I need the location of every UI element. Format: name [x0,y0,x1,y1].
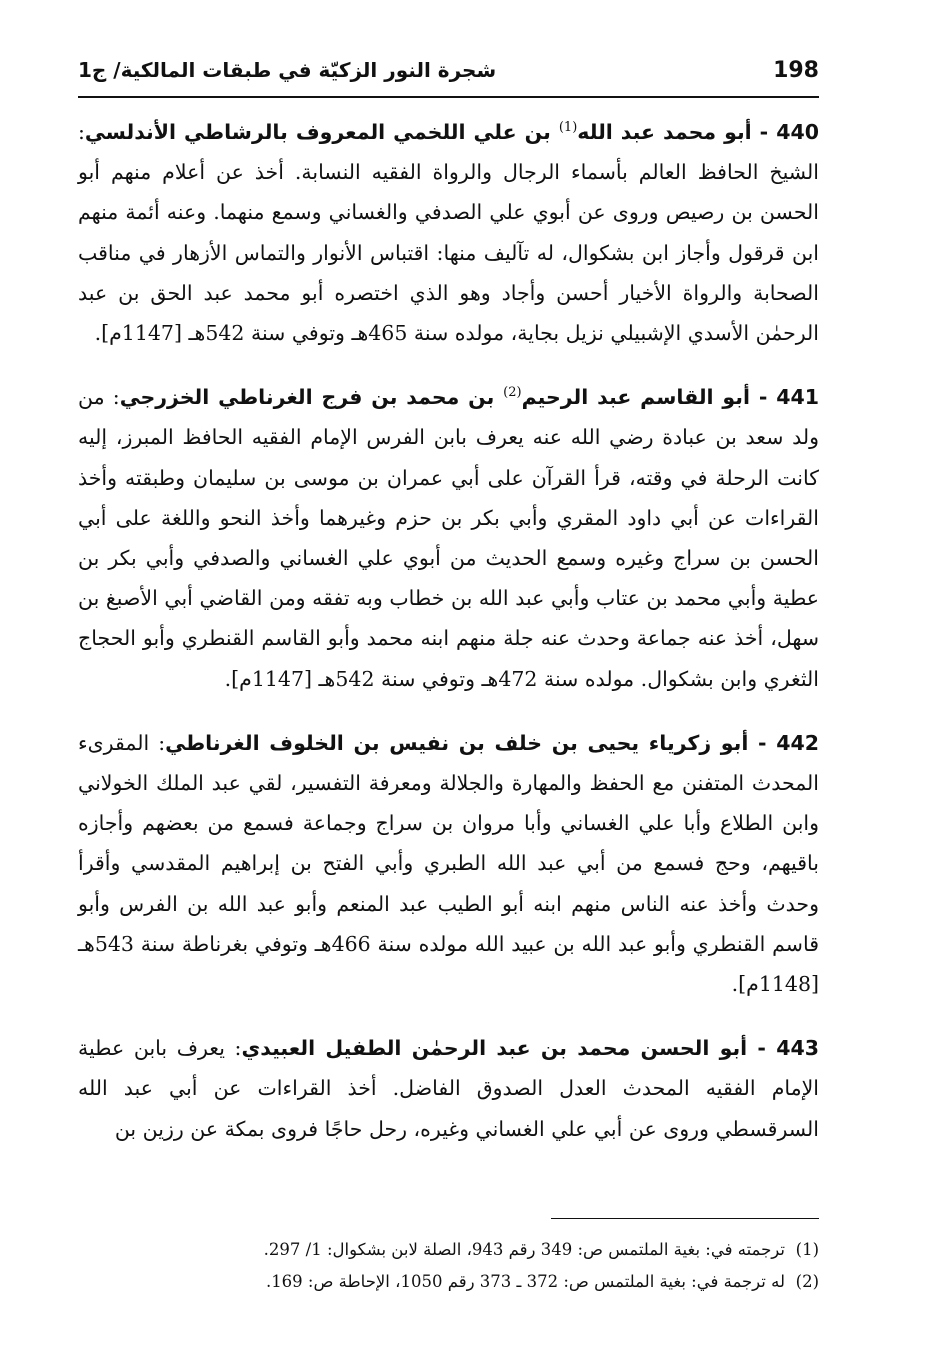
footnote-mark: (1) [795,1240,819,1259]
footnote-text: له ترجمة في: بغية الملتمس ص: 372 ـ 373 رقم 1050، الإحاطة ص: 169. [265,1272,785,1291]
entry-text: : المقرىء المحدث المتفنن مع الحفظ والمهارة والجلالة ومعرفة التفسير، لقي عبد الملك الخولاني وابن الطلاع وأبا علي الغساني وأبا مروان بن سراج وجماعة فسمع من بعضهم وأجازه باقيهم، وحج فسمع من أبي عبد الله الطبري وأبي الفتح بن إبراهيم المقدسي وأقرأ وحدث وأخذ عنه الناس منهم ابنه أبو الطيب عبد المنعم وأبو عبد الله بن الفرس وأبو قاسم القنطري وأبو عبد الله بن عبيد الله مولده سنة 466هـ وتوفي بغرناطة سنة 543هـ [1148م]. [78,730,820,997]
entry-heading: 443 - أبو الحسن محمد بن عبد الرحمٰن الطفيل العبيدي [241,1036,819,1061]
running-title: شجرة النور الزكيّة في طبقات المالكية/ ج1 [78,58,497,82]
biography-entry [78,112,819,353]
footnote-reference[interactable]: (1) [558,120,578,136]
entry-text: : الشيخ الحافظ العالم بأسماء الرجال والرواة الفقيه النسابة. أخذ عن أعلام منهم أبو الحسن بن رصيص وروى عن أبوي علي الصدفي والغساني وسمع منهما. وعنه أئمة منهم ابن قرقول وأجاز ابن بشكوال، له تآليف منها: اقتباس الأنوار والتماس الأزهار في مناقب الصحابة والرواة الأخيار أحسن وأجاد وهو الذي اختصره أبو محمد عبد الحق بن عبد الرحمٰن الأسدي الإشبيلي نزيل بجاية، مولده سنة 465هـ وتوفي سنة 542هـ [1147م]. [78,120,819,346]
footnote [78,1234,819,1266]
biography-entry [78,723,819,1004]
biography-entry [78,377,819,699]
footnote-text: ترجمته في: بغية الملتمس ص: 349 رقم 943، الصلة لابن بشكوال: 1/ 297. [263,1240,785,1259]
entry-heading-continued: بن علي اللخمي المعروف بالرشاطي الأندلسي [84,120,559,144]
entry-text: : يعرف بابن عطية الإمام الفقيه المحدث العدل الصدوق الفاضل. أخذ القراءات عن أبي عبد الله السرقسطي وروى عن أبي علي الغساني وغيره، رحل حاجًا فروى بمكة عن رزين بن [78,1036,819,1141]
page-header [78,56,819,98]
entry-heading: 442 - أبو زكرياء يحيى بن خلف بن نفيس بن الخلوف الغرناطي [165,730,819,755]
entry-heading-continued: بن محمد بن فرج الغرناطي الخزرجي [119,385,504,410]
footnotes [78,1234,819,1298]
biography-entry [78,1028,819,1149]
footnote-reference[interactable]: (2) [503,385,522,401]
footnote [78,1266,819,1298]
entry-heading: 441 - أبو القاسم عبد الرحيم [521,385,819,410]
page-number: 198 [773,58,819,83]
main-text [78,112,819,1173]
footnote-divider [551,1218,819,1219]
entry-heading: 440 - أبو محمد عبد الله [577,120,819,144]
footnote-mark: (2) [795,1272,819,1291]
entry-text: : من ولد سعد بن عبادة رضي الله عنه يعرف بابن الفرس الإمام الفقيه الحافظ المبرز، إليه كانت الرحلة في وقته، قرأ القرآن على أبي عمران بن موسى بن سليمان وطبقته وأخذ القراءات عن أبي داود المقري وأبي بكر بن حزم وغيرهما وأخذ النحو واللغة على أبي الحسن بن سراج وغيره وسمع الحديث من أبوي علي الغساني والصدفي وأبي بكر بن عطية وأبي محمد بن عتاب وأبي عبد الله بن خطاب وبه تفقه ومن القاضي أبي الأصبغ بن سهل، أخذ عنه جماعة وحدث عنه جلة منهم ابنه محمد وأبو القاسم القنطري وأبو الحجاج الثغري وابن بشكوال. مولده سنة 472هـ وتوفي سنة 542هـ [1147م]. [78,385,819,691]
